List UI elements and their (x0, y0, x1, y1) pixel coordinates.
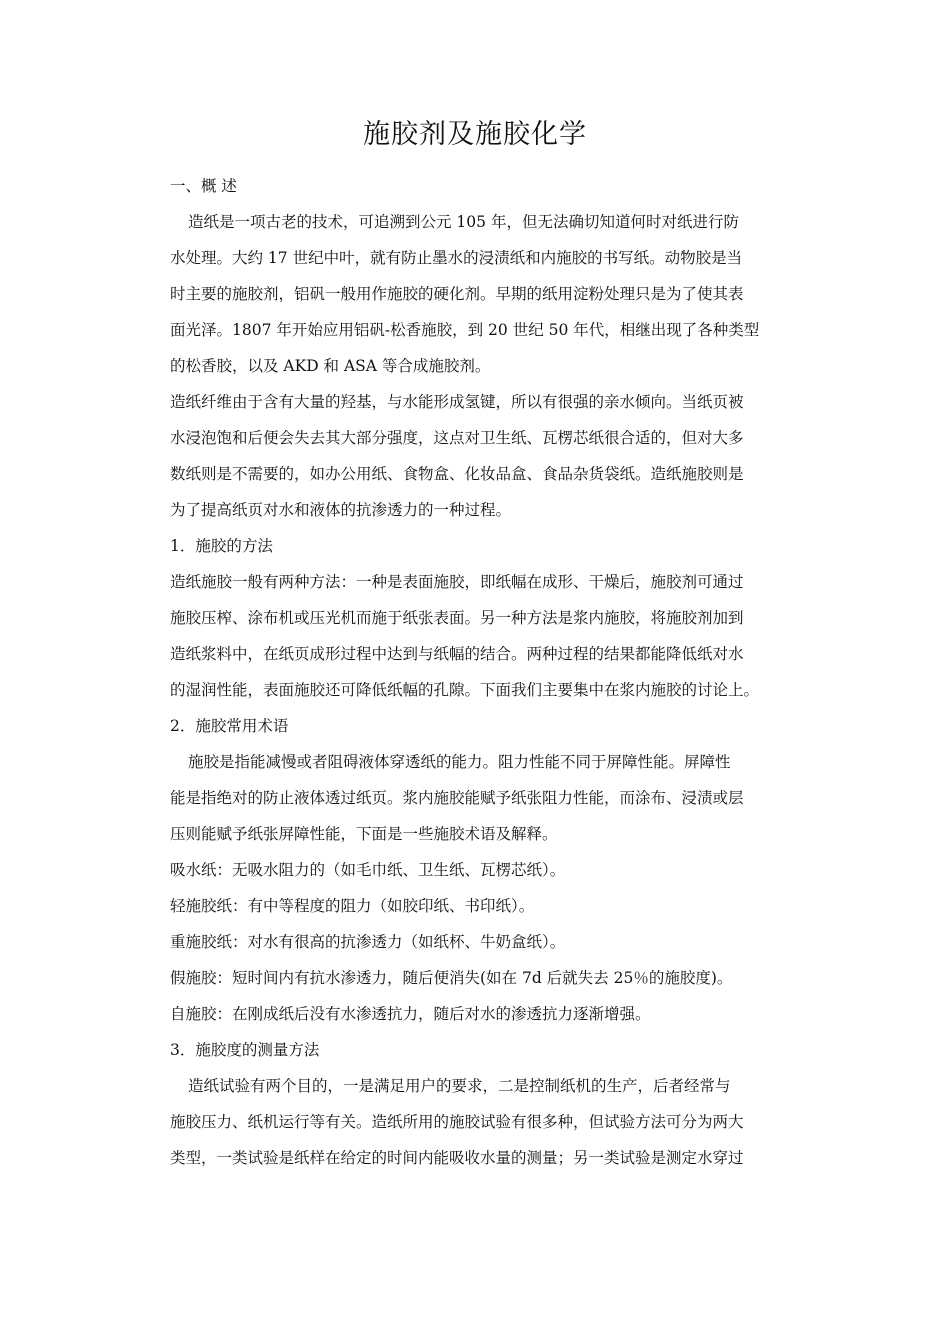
text-line: 类型，一类试验是纸样在给定的时间内能吸收水量的测量；另一类试验是测定水穿过 (170, 1149, 744, 1167)
text-line: 的湿润性能，表面施胶还可降低纸幅的孔隙。下面我们主要集中在浆内施胶的讨论上。 (170, 681, 760, 699)
text-line: 假施胶：短时间内有抗水渗透力，随后便消失(如在 7d 后就失去 25％的施胶度)。 (170, 969, 733, 987)
text-line: 造纸施胶一般有两种方法：一种是表面施胶，即纸幅在成形、干燥后，施胶剂可通过 (170, 573, 744, 591)
document-title: 施胶剂及施胶化学 (363, 119, 587, 150)
text-line: 施胶压榨、涂布机或压光机而施于纸张表面。另一种方法是浆内施胶，将施胶剂加到 (170, 609, 744, 627)
document-body (170, 168, 790, 1176)
text-line: 造纸是一项古老的技术，可追溯到公元 105 年，但无法确切知道何时对纸进行防 (188, 213, 739, 231)
text-line: 能是指绝对的防止液体透过纸页。浆内施胶能赋予纸张阻力性能，而涂布、浸渍或层 (170, 789, 744, 807)
text-line: 造纸纤维由于含有大量的羟基，与水能形成氢键，所以有很强的亲水倾向。当纸页被 (170, 393, 744, 411)
text-line: 数纸则是不需要的，如办公用纸、食物盒、化妆品盒、食品杂货袋纸。造纸施胶则是 (170, 465, 744, 483)
text-line: 水浸泡饱和后便会失去其大部分强度，这点对卫生纸、瓦楞芯纸很合适的，但对大多 (170, 429, 744, 447)
text-line: 施胶是指能减慢或者阻碍液体穿透纸的能力。阻力性能不同于屏障性能。屏障性 (188, 753, 731, 771)
text-line: 重施胶纸：对水有很高的抗渗透力（如纸杯、牛奶盒纸）。 (170, 933, 566, 951)
text-line: 水处理。大约 17 世纪中叶，就有防止墨水的浸渍纸和内施胶的书写纸。动物胶是当 (170, 249, 743, 267)
text-line: 自施胶：在刚成纸后没有水渗透抗力，随后对水的渗透抗力逐渐增强。 (170, 1005, 651, 1023)
text-line: 1．施胶的方法 (170, 537, 273, 555)
text-line: 一、概 述 (170, 177, 237, 195)
text-line: 面光泽。1807 年开始应用铝矾-松香施胶，到 20 世纪 50 年代，相继出现了各种类型 (170, 321, 760, 339)
text-line: 造纸浆料中，在纸页成形过程中达到与纸幅的结合。两种过程的结果都能降低纸对水 (170, 645, 744, 663)
text-line: 施胶压力、纸机运行等有关。造纸所用的施胶试验有很多种，但试验方法可分为两大 (170, 1113, 744, 1131)
text-line: 时主要的施胶剂，铝矾一般用作施胶的硬化剂。早期的纸用淀粉处理只是为了使其表 (170, 285, 744, 303)
text-line: 的松香胶，以及 AKD 和 ASA 等合成施胶剂。 (170, 357, 491, 375)
text-line: 3．施胶度的测量方法 (170, 1041, 320, 1059)
text-line: 压则能赋予纸张屏障性能，下面是一些施胶术语及解释。 (170, 825, 558, 843)
text-line: 2．施胶常用术语 (170, 717, 289, 735)
text-line: 轻施胶纸：有中等程度的阻力（如胶印纸、书印纸）。 (170, 897, 535, 915)
text-line: 为了提高纸页对水和液体的抗渗透力的一种过程。 (170, 501, 512, 519)
text-line: 吸水纸：无吸水阻力的（如毛巾纸、卫生纸、瓦楞芯纸）。 (170, 861, 566, 879)
text-line: 造纸试验有两个目的，一是满足用户的要求，二是控制纸机的生产，后者经常与 (188, 1077, 731, 1095)
